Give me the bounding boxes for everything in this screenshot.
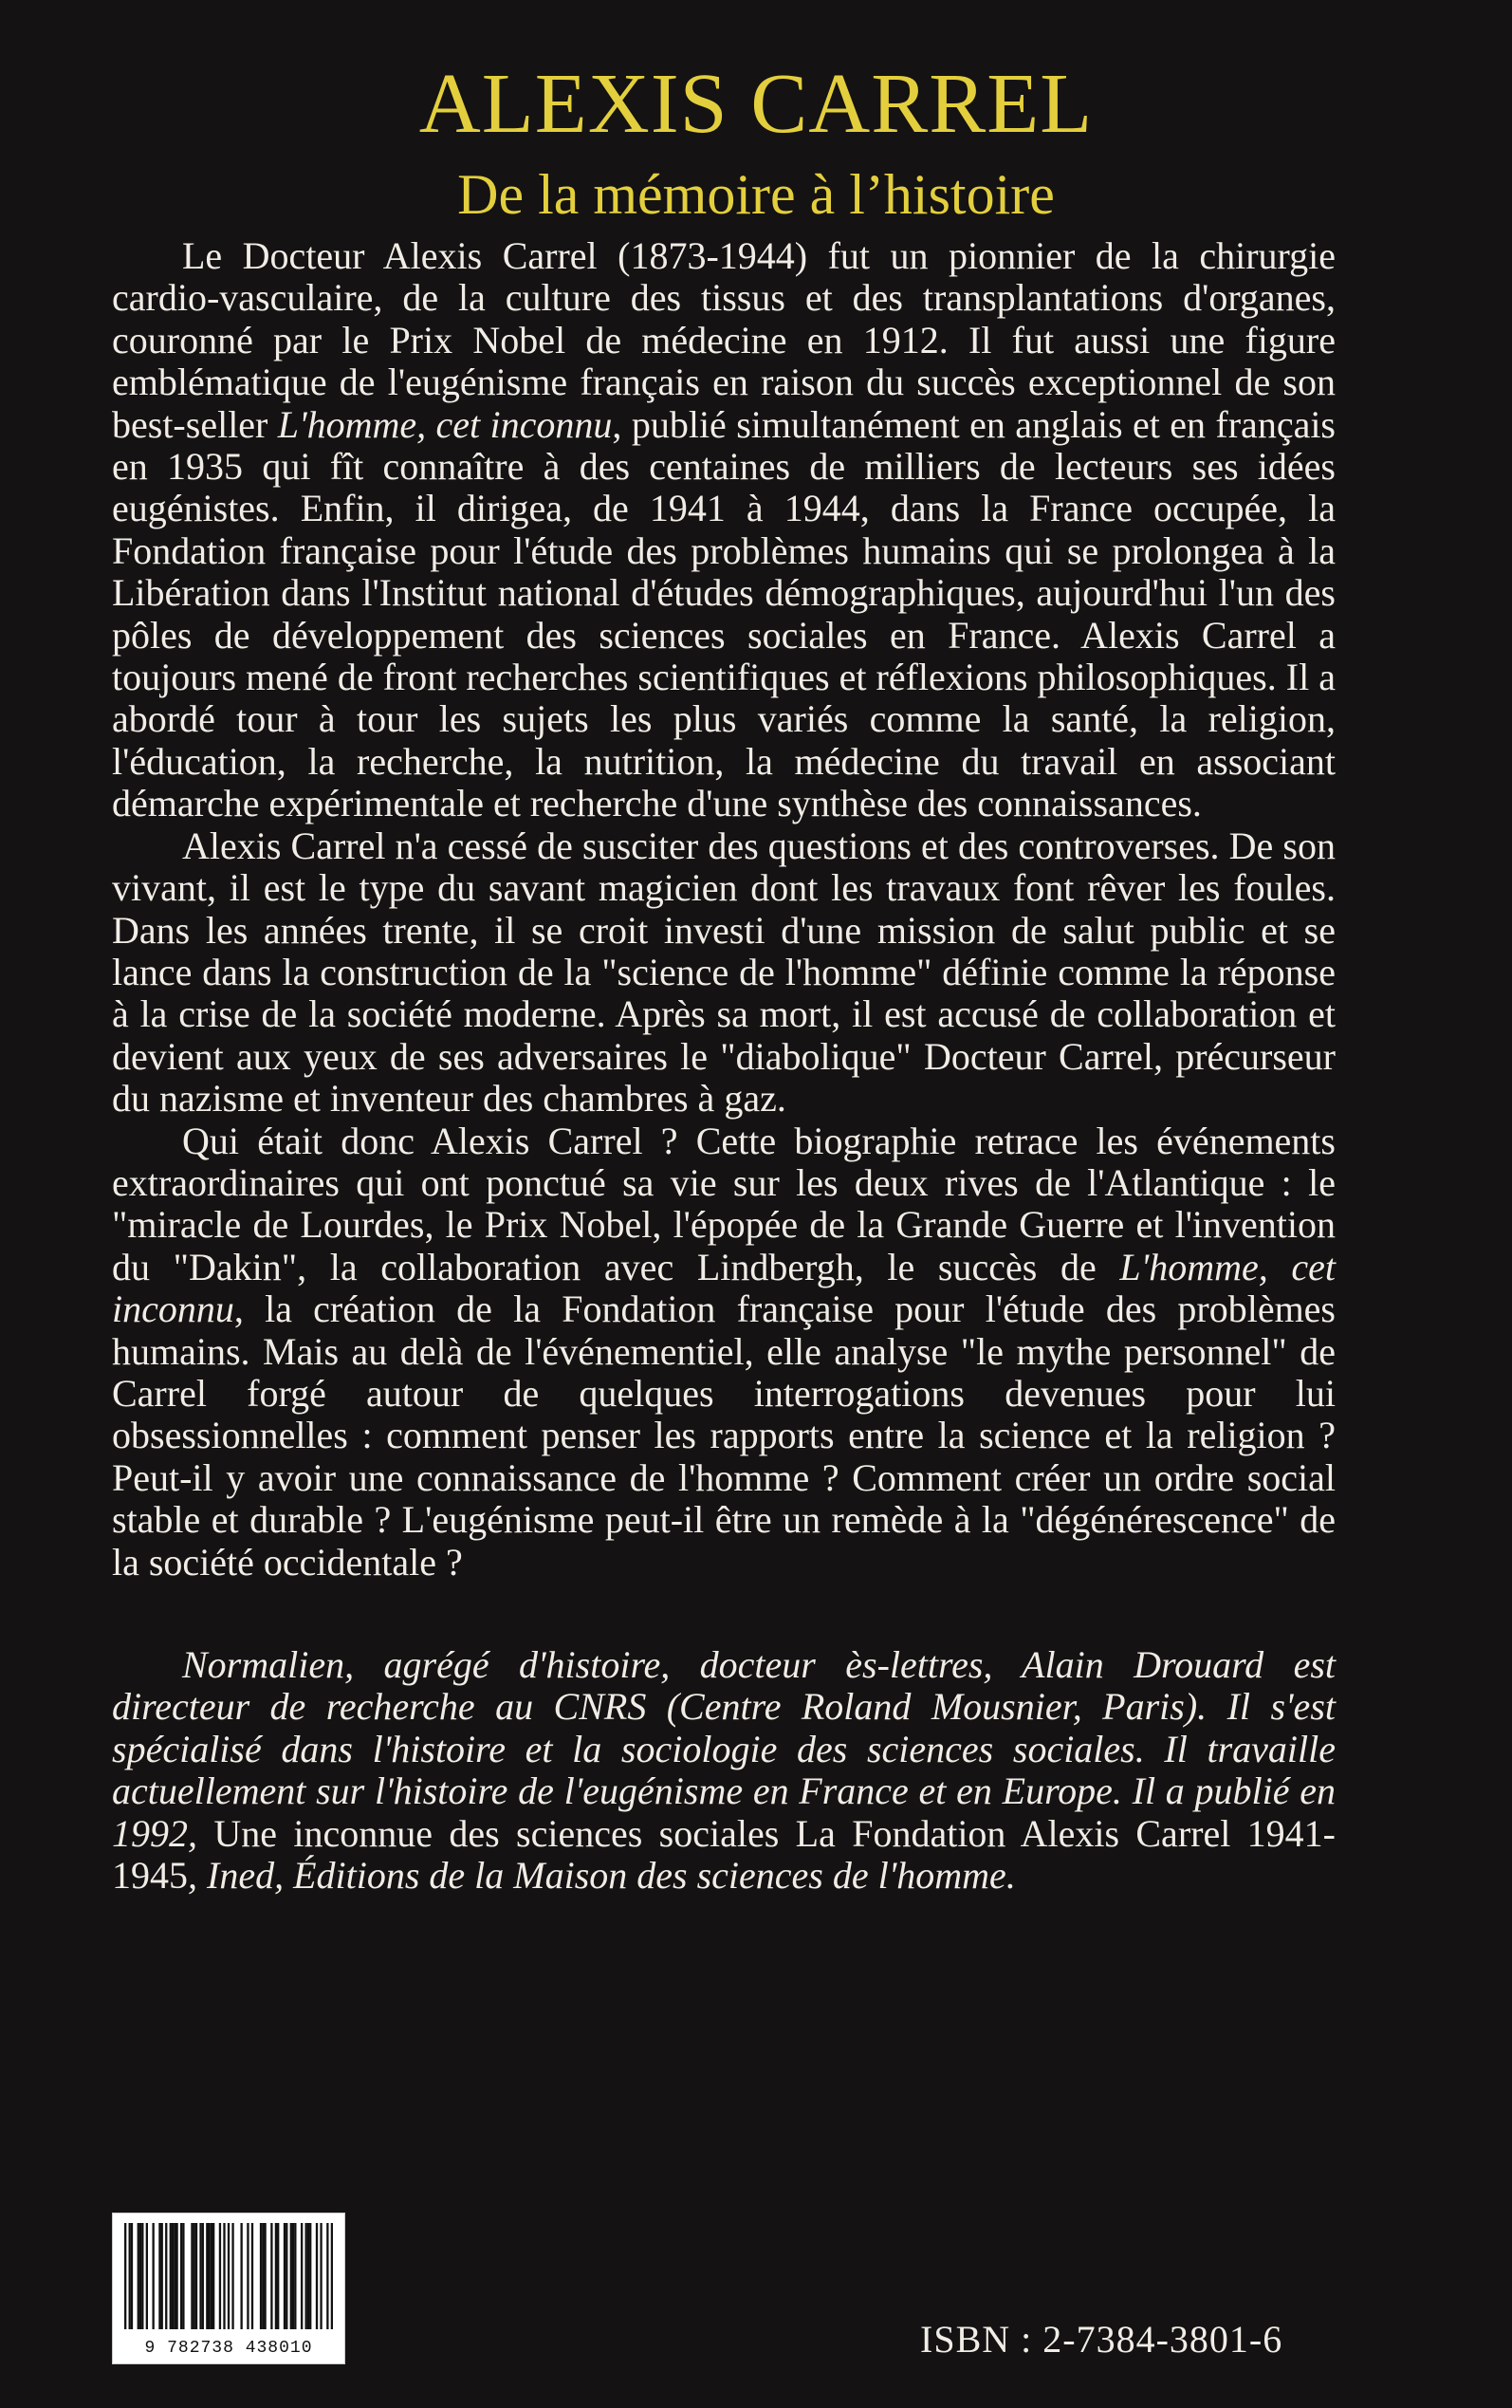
barcode-bar — [331, 2223, 333, 2329]
text-run: , la création de la Fondation française pour l'étude des problèmes humains. Mais au delà de l'événementiel, elle analyse "le mythe personnel" de Carrel forgé autour de quelques interrogations devenues pour lui obsessionnelles : comment penser les rapports entre la science et la religion ? Peut-il y avoir une connaissance de l'homme ? Comment créer un ordre social stable et durable ? L'eugénisme peut-il être un remède à la "dégénérescence" de la société occidentale ? — [112, 1287, 1336, 1584]
barcode-bar — [228, 2223, 230, 2329]
barcode-bar — [294, 2223, 296, 2329]
text-run: Alexis Carrel n'a cessé de susciter des questions et des controverses. De son vivant, il est le type du savant magicien dont les travaux font rêver les foules. Dans les années trente, il se croit investi d'une mission de salut public et se lance dans la construction de la "science de l'homme" définie comme la réponse à la crise de la société moderne. Après sa mort, il est accusé de collaboration et devient aux yeux de ses adversaires le "diabolique" Docteur Carrel, précurseur du nazisme et inventeur des chambres à gaz. — [112, 824, 1336, 1121]
isbn-number: ISBN : 2-7384-3801-6 — [920, 2318, 1283, 2361]
barcode-bar — [170, 2223, 172, 2329]
barcode-bar — [251, 2223, 253, 2329]
text-run: Le Docteur Alexis Carrel (1873-1944) fut un pionnier de la chirurgie cardio-vasculaire, de la culture des tissus et des transplantations d'organes, couronné par le Prix Nobel de médecine en 1912. Il fut aussi une figure emblématique de l'eugénisme français en raison du succès exceptionnel de son best-seller — [112, 234, 1336, 446]
barcode — [112, 2213, 345, 2364]
barcode-bar — [195, 2223, 197, 2329]
barcode-bar — [180, 2223, 182, 2329]
text-run: Qui était donc Alexis Carrel ? Cette biographie retrace les événements extraordinaires qui ont ponctué sa vie sur les deux rives de l'Atlantique : le "miracle de Lourdes, le Prix Nobel, l'épopée de la Grande Guerre et l'invention du "Dakin", la collaboration avec Lindbergh, le succès de — [112, 1119, 1336, 1288]
barcode-bar — [301, 2223, 303, 2329]
barcode-bar — [247, 2223, 249, 2329]
blurb-paragraph-1 — [112, 235, 1336, 825]
barcode-bar — [270, 2223, 272, 2329]
barcode-bar — [146, 2223, 148, 2329]
barcode-bar — [124, 2223, 126, 2329]
barcode-bar — [286, 2223, 287, 2329]
barcode-bar — [320, 2223, 322, 2329]
barcode-bar — [141, 2223, 143, 2329]
barcode-bar — [307, 2223, 309, 2329]
text-run: , Ined, Éditions de la Maison des sciences de l'homme. — [188, 1854, 1016, 1898]
barcode-bar — [260, 2223, 262, 2329]
barcode-bar — [208, 2223, 210, 2329]
barcode-bar — [326, 2223, 328, 2329]
barcode-bar — [194, 2223, 195, 2329]
barcode-bar — [316, 2223, 318, 2329]
blurb-text — [112, 235, 1336, 1897]
barcode-bar — [138, 2223, 139, 2329]
barcode-bar — [152, 2223, 154, 2329]
barcode-bar — [240, 2223, 242, 2329]
barcode-bar — [211, 2223, 212, 2329]
text-run: Normalien, agrégé d'histoire, docteur ès-lettres, Alain Drouard est directeur de recherche au CNRS (Centre Roland Mousnier, Paris). Il s'est spécialisé dans l'histoire et la sociologie des sciences sociales. Il travaille actuellement sur l'histoire de l'eugénisme en France et en Europe. Il a publié en 1992, — [112, 1643, 1336, 1855]
barcode-bar — [264, 2223, 266, 2329]
book-subtitle: De la mémoire à l’histoire — [457, 163, 1055, 226]
barcode-bar — [131, 2223, 133, 2329]
barcode-bar — [165, 2223, 167, 2329]
barcode-bar — [202, 2223, 204, 2329]
barcode-bar — [231, 2223, 233, 2329]
paragraph-gap — [112, 1584, 1336, 1644]
barcode-bar — [262, 2223, 264, 2329]
barcode-bar — [129, 2223, 131, 2329]
barcode-bars — [124, 2223, 333, 2329]
blurb-paragraph-3 — [112, 1121, 1336, 1584]
barcode-bar — [223, 2223, 225, 2329]
author-note — [112, 1644, 1336, 1897]
barcode-bar — [174, 2223, 175, 2329]
barcode-bar — [305, 2223, 307, 2329]
barcode-bar — [206, 2223, 208, 2329]
text-run: , publié simultanément en anglais et en français en 1935 qui fît connaître à des centaines de milliers de lecteurs ses idées eugénistes. Enfin, il dirigea, de 1941 à 1944, dans la France occupée, la Fondation française pour l'étude des problèmes humains qui se prolongea à la Libération dans l'Institut national d'études démographiques, aujourd'hui l'un des pôles de développement des sciences sociales en France. Alexis Carrel a toujours mené de front recherches scientifiques et réflexions philosophiques. Il a abordé tour à tour les sujets les plus variés comme la santé, la religion, l'éducation, la recherche, la nutrition, la médecine du travail en associant démarche expérimentale et recherche d'une synthèse des connaissances. — [112, 402, 1337, 825]
barcode-bar — [182, 2223, 184, 2329]
barcode-bar — [292, 2223, 294, 2329]
barcode-bar — [161, 2223, 163, 2329]
text-run: L'homme, cet inconnu — [112, 1245, 1336, 1331]
barcode-bar — [191, 2223, 193, 2329]
barcode-bar — [275, 2223, 277, 2329]
barcode-bar — [212, 2223, 214, 2329]
barcode-bar — [284, 2223, 286, 2329]
text-run: L'homme, cet inconnu — [277, 402, 613, 446]
barcode-bar — [199, 2223, 201, 2329]
barcode-digits: 9 782738 438010 — [144, 2339, 313, 2358]
book-title: ALEXIS CARREL — [418, 57, 1094, 151]
barcode-bar — [158, 2223, 160, 2329]
barcode-bar — [277, 2223, 279, 2329]
barcode-bar — [309, 2223, 311, 2329]
barcode-bar — [172, 2223, 174, 2329]
barcode-bar — [219, 2223, 221, 2329]
blurb-paragraph-2 — [112, 825, 1336, 1121]
barcode-bar — [290, 2223, 292, 2329]
text-run: Une inconnue des sciences sociales La Fondation Alexis Carrel 1941-1945 — [112, 1811, 1337, 1898]
barcode-bar — [175, 2223, 177, 2329]
barcode-bar — [139, 2223, 141, 2329]
